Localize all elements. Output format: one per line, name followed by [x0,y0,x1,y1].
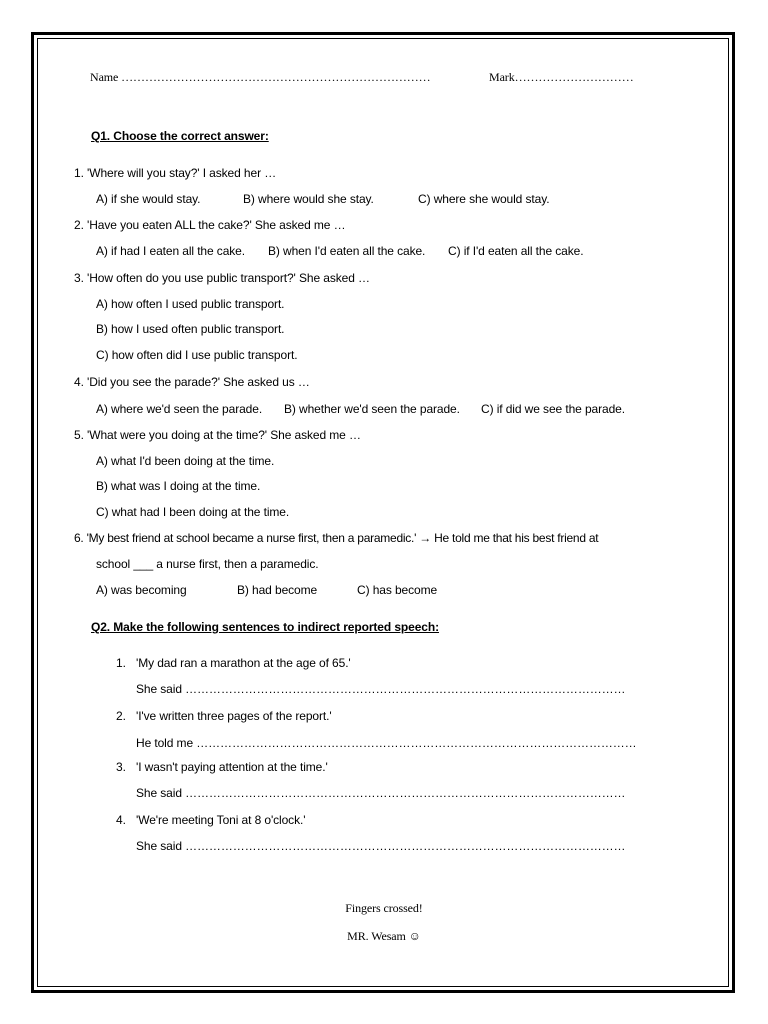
q1-item-2-stem: 2. 'Have you eaten ALL the cake?' She asked me … [74,218,346,232]
q1-item-1-option-a: A) if she would stay. [96,192,201,206]
q2-item-2-answer-line: He told me ………………………………………………………………………………………………… [136,736,637,750]
q2-item-1-answer-line: She said ………………………………………………………………………………………………… [136,682,626,696]
mark-field-label: Mark………………………… [489,70,634,84]
q1-item-3-stem: 3. 'How often do you use public transport?' She asked … [74,271,370,285]
q2-item-1-number: 1. [116,656,126,670]
q2-item-4-answer-line: She said ………………………………………………………………………………………………… [136,839,626,853]
q1-item-6-stem-continued: school ___ a nurse first, then a paramedic. [96,557,319,571]
q2-item-3-answer-line: She said ………………………………………………………………………………………………… [136,786,626,800]
q2-item-3-quote: 'I wasn't paying attention at the time.' [136,760,328,774]
q2-item-2-number: 2. [116,709,126,723]
q1-item-1-option-c: C) where she would stay. [418,192,550,206]
q2-item-4-number: 4. [116,813,126,827]
q1-item-1-stem: 1. 'Where will you stay?' I asked her … [74,166,277,180]
q1-item-6-option-c: C) has become [357,583,438,597]
q1-item-3-option-b: B) how I used often public transport. [96,322,285,336]
q1-item-6-stem: 6. 'My best friend at school became a nurse first, then a paramedic.' → He told me that his best friend at [74,531,599,545]
q2-item-3-number: 3. [116,760,126,774]
q1-item-4-stem: 4. 'Did you see the parade?' She asked us … [74,375,310,389]
q1-item-5-option-b: B) what was I doing at the time. [96,479,261,493]
q1-item-1-option-b: B) where would she stay. [243,192,374,206]
q2-item-1-quote: 'My dad ran a marathon at the age of 65.' [136,656,351,670]
q1-item-2-option-a: A) if had I eaten all the cake. [96,244,245,258]
q2-item-4-quote: 'We're meeting Toni at 8 o'clock.' [136,813,306,827]
q1-item-4-option-b: B) whether we'd seen the parade. [284,402,460,416]
q1-item-5-stem: 5. 'What were you doing at the time?' She asked me … [74,428,361,442]
teacher-signature: MR. Wesam ☺ [347,929,421,943]
q1-item-3-option-c: C) how often did I use public transport. [96,348,298,362]
q2-title: Q2. Make the following sentences to indirect reported speech: [91,620,439,634]
name-field-label: Name …………………………………………………………………… [90,70,431,84]
q1-item-6-option-b: B) had become [237,583,318,597]
q1-item-4-option-c: C) if did we see the parade. [481,402,625,416]
closing-message: Fingers crossed! [345,901,423,915]
q1-item-5-option-c: C) what had I been doing at the time. [96,505,290,519]
q1-item-4-option-a: A) where we'd seen the parade. [96,402,263,416]
q2-item-2-quote: 'I've written three pages of the report.' [136,709,332,723]
q1-item-6-option-a: A) was becoming [96,583,187,597]
q1-item-3-option-a: A) how often I used public transport. [96,297,285,311]
q1-title: Q1. Choose the correct answer: [91,129,269,143]
q1-item-5-option-a: A) what I'd been doing at the time. [96,454,275,468]
q1-item-2-option-b: B) when I'd eaten all the cake. [268,244,426,258]
q1-item-2-option-c: C) if I'd eaten all the cake. [448,244,584,258]
